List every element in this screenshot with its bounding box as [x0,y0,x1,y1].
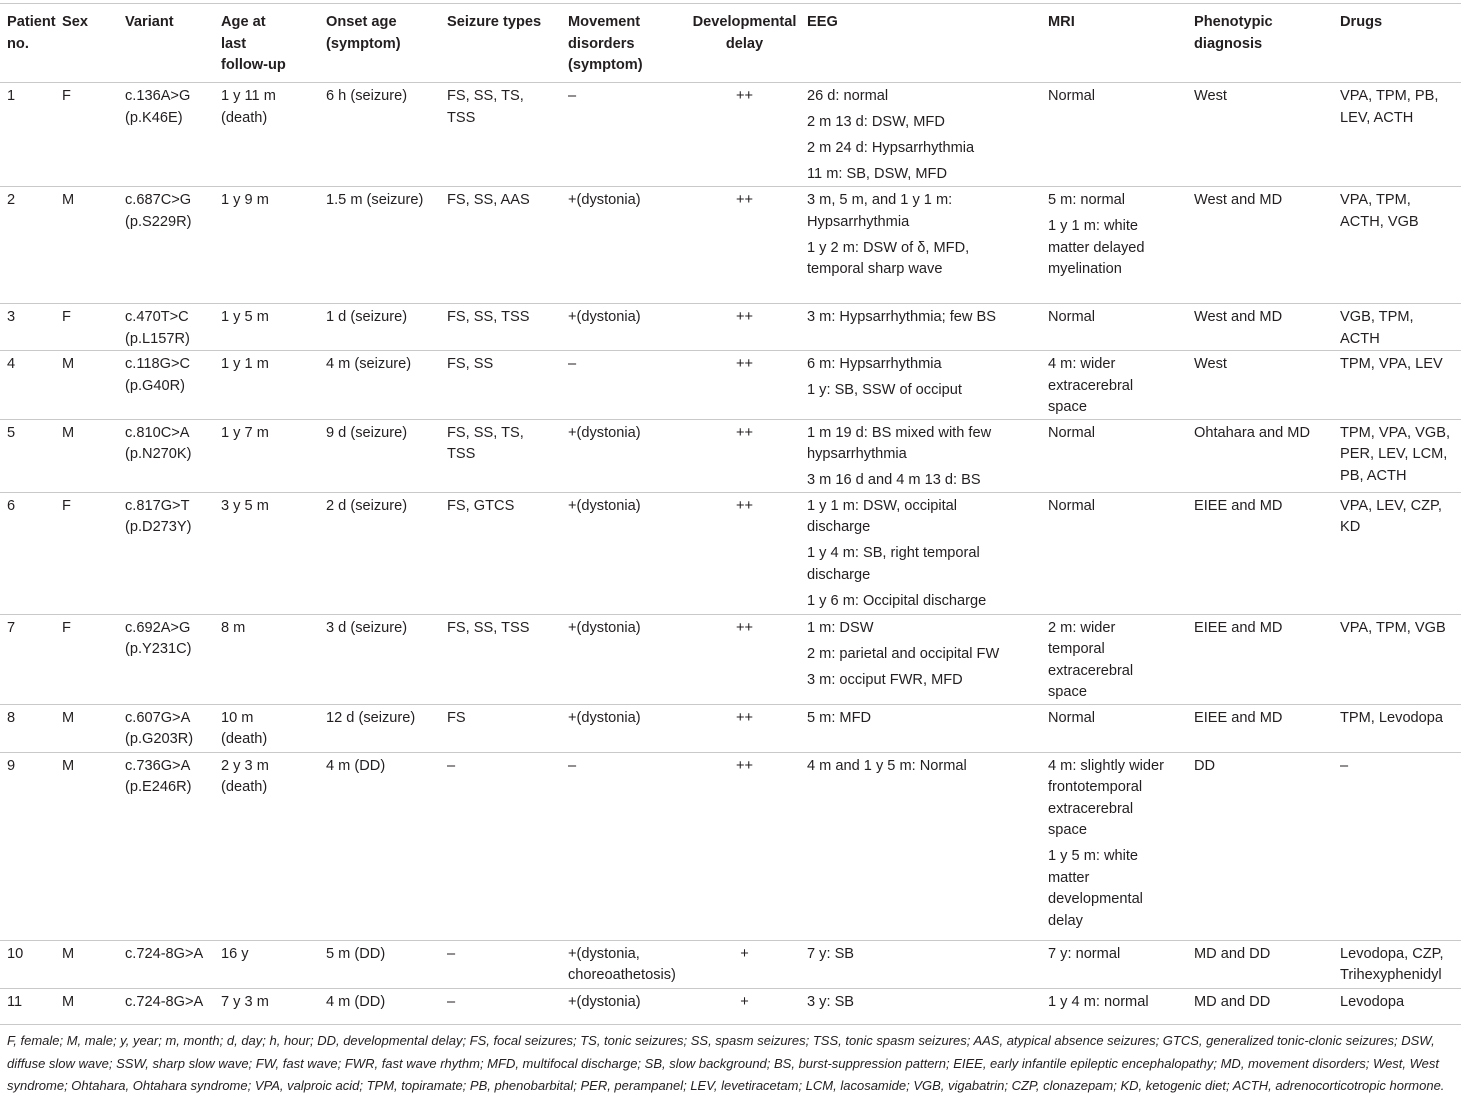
cell-eeg: 5 m: MFD [807,704,1048,752]
cell-age: 1 y 5 m [221,304,326,351]
cell-diagnosis: EIEE and MD [1194,614,1340,704]
cell-mri: 1 y 4 m: normal [1048,988,1194,1024]
table-body [0,83,1461,1025]
header-drugs: Drugs [1340,4,1461,83]
cell-seizure-types: FS, SS, AAS [447,187,568,304]
cell-onset: 1 d (seizure) [326,304,447,351]
cell-movement-disorders: – [568,83,682,187]
cell-seizure-types: FS, SS, TSS [447,614,568,704]
cell-diagnosis: EIEE and MD [1194,704,1340,752]
cell-eeg: 1 m: DSW 2 m: parietal and occipital FW 3 m: occiput FWR, MFD [807,614,1048,704]
cell-age: 2 y 3 m (death) [221,752,326,940]
cell-sex: M [62,187,125,304]
cell-drugs: VPA, TPM, PB, LEV, ACTH [1340,83,1461,187]
cell-onset: 2 d (seizure) [326,492,447,614]
cell-eeg: 4 m and 1 y 5 m: Normal [807,752,1048,940]
cell-drugs: VPA, TPM, ACTH, VGB [1340,187,1461,304]
cell-developmental-delay: ++ [682,351,807,420]
header-patient-no: Patient no. [0,4,62,83]
cell-onset: 4 m (DD) [326,988,447,1024]
cell-eeg: 6 m: Hypsarrhythmia 1 y: SB, SSW of occiput [807,351,1048,420]
cell-developmental-delay: ++ [682,83,807,187]
cell-drugs: – [1340,752,1461,940]
cell-patient-no: 8 [0,704,62,752]
cell-developmental-delay: ++ [682,419,807,492]
cell-drugs: TPM, VPA, VGB, PER, LEV, LCM, PB, ACTH [1340,419,1461,492]
header-row [0,4,1461,83]
cell-mri: 7 y: normal [1048,940,1194,988]
cell-patient-no: 4 [0,351,62,420]
header-onset: Onset age (symptom) [326,4,447,83]
cell-variant: c.607G>A (p.G203R) [125,704,221,752]
cell-seizure-types: FS, SS, TSS [447,304,568,351]
cell-patient-no: 2 [0,187,62,304]
cell-eeg: 1 m 19 d: BS mixed with few hypsarrhythmia 3 m 16 d and 4 m 13 d: BS [807,419,1048,492]
table-row [0,704,1461,752]
cell-developmental-delay: ++ [682,187,807,304]
cell-seizure-types: – [447,752,568,940]
cell-patient-no: 3 [0,304,62,351]
cell-sex: F [62,614,125,704]
cell-variant: c.687C>G (p.S229R) [125,187,221,304]
cell-variant: c.736G>A (p.E246R) [125,752,221,940]
cell-sex: M [62,419,125,492]
cell-drugs: TPM, VPA, LEV [1340,351,1461,420]
cell-mri: Normal [1048,419,1194,492]
table-row [0,752,1461,940]
cell-patient-no: 7 [0,614,62,704]
cell-diagnosis: West and MD [1194,187,1340,304]
cell-onset: 4 m (DD) [326,752,447,940]
cell-mri: Normal [1048,83,1194,187]
cell-movement-disorders: +(dystonia) [568,614,682,704]
cell-seizure-types: FS, SS, TS, TSS [447,83,568,187]
cell-sex: F [62,304,125,351]
cell-developmental-delay: + [682,940,807,988]
patient-table [0,3,1461,1025]
cell-patient-no: 9 [0,752,62,940]
cell-patient-no: 11 [0,988,62,1024]
table-row [0,614,1461,704]
cell-variant: c.692A>G (p.Y231C) [125,614,221,704]
cell-developmental-delay: ++ [682,614,807,704]
cell-onset: 6 h (seizure) [326,83,447,187]
cell-mri: Normal [1048,492,1194,614]
cell-variant: c.118G>C (p.G40R) [125,351,221,420]
cell-diagnosis: West [1194,351,1340,420]
cell-mri: 4 m: wider extracerebral space [1048,351,1194,420]
cell-mri: 2 m: wider temporal extracerebral space [1048,614,1194,704]
cell-onset: 3 d (seizure) [326,614,447,704]
cell-age: 7 y 3 m [221,988,326,1024]
cell-seizure-types: – [447,988,568,1024]
cell-onset: 4 m (seizure) [326,351,447,420]
cell-mri: Normal [1048,304,1194,351]
cell-onset: 12 d (seizure) [326,704,447,752]
cell-movement-disorders: +(dystonia) [568,492,682,614]
cell-drugs: TPM, Levodopa [1340,704,1461,752]
cell-developmental-delay: + [682,988,807,1024]
cell-sex: F [62,492,125,614]
cell-eeg: 26 d: normal 2 m 13 d: DSW, MFD 2 m 24 d: Hypsarrhythmia 11 m: SB, DSW, MFD [807,83,1048,187]
header-sex: Sex [62,4,125,83]
header-dd: Developmental delay [682,4,807,83]
cell-sex: M [62,752,125,940]
cell-onset: 9 d (seizure) [326,419,447,492]
cell-seizure-types: FS, GTCS [447,492,568,614]
cell-movement-disorders: +(dystonia) [568,187,682,304]
table-row [0,419,1461,492]
header-age: Age at last follow-up [221,4,326,83]
cell-age: 8 m [221,614,326,704]
cell-developmental-delay: ++ [682,752,807,940]
cell-age: 1 y 1 m [221,351,326,420]
cell-age: 1 y 11 m (death) [221,83,326,187]
header-eeg: EEG [807,4,1048,83]
header-seizures: Seizure types [447,4,568,83]
cell-seizure-types: FS, SS [447,351,568,420]
cell-sex: M [62,940,125,988]
cell-age: 10 m (death) [221,704,326,752]
cell-age: 1 y 7 m [221,419,326,492]
cell-mri: 4 m: slightly wider frontotemporal extracerebral space 1 y 5 m: white matter developmental delay [1048,752,1194,940]
header-variant: Variant [125,4,221,83]
cell-patient-no: 10 [0,940,62,988]
cell-mri: 5 m: normal 1 y 1 m: white matter delayed myelination [1048,187,1194,304]
cell-eeg: 3 m, 5 m, and 1 y 1 m: Hypsarrhythmia 1 y 2 m: DSW of δ, MFD, temporal sharp wave [807,187,1048,304]
cell-drugs: VGB, TPM, ACTH [1340,304,1461,351]
cell-age: 16 y [221,940,326,988]
cell-variant: c.817G>T (p.D273Y) [125,492,221,614]
cell-diagnosis: West and MD [1194,304,1340,351]
cell-onset: 1.5 m (seizure) [326,187,447,304]
header-diagnosis: Phenotypic diagnosis [1194,4,1340,83]
table-row [0,351,1461,420]
cell-drugs: Levodopa, CZP, Trihexyphenidyl [1340,940,1461,988]
cell-movement-disorders: +(dystonia) [568,419,682,492]
cell-movement-disorders: – [568,351,682,420]
table-row [0,492,1461,614]
cell-age: 3 y 5 m [221,492,326,614]
table-row [0,83,1461,187]
cell-mri: Normal [1048,704,1194,752]
cell-developmental-delay: ++ [682,492,807,614]
cell-drugs: Levodopa [1340,988,1461,1024]
cell-developmental-delay: ++ [682,304,807,351]
cell-variant: c.470T>C (p.L157R) [125,304,221,351]
cell-variant: c.724-8G>A [125,940,221,988]
cell-variant: c.136A>G (p.K46E) [125,83,221,187]
cell-age: 1 y 9 m [221,187,326,304]
cell-eeg: 1 y 1 m: DSW, occipital discharge 1 y 4 m: SB, right temporal discharge 1 y 6 m: Occipital discharge [807,492,1048,614]
cell-diagnosis: EIEE and MD [1194,492,1340,614]
cell-onset: 5 m (DD) [326,940,447,988]
cell-seizure-types: FS, SS, TS, TSS [447,419,568,492]
table-footnote: F, female; M, male; y, year; m, month; d, day; h, hour; DD, developmental delay; FS, focal seizures; TS, tonic seizures; SS, spasm seizures; TSS, tonic spasm seizures; AAS, atypical absence seizures; GTCS, generalized tonic-clonic seizures; DSW, diffuse slow wave; SSW, sharp slow wave; FW, fast wave; FWR, fast wave rhythm; MFD, multifocal discharge; SB, slow background; BS, burst-suppression pattern; EIEE, early infantile epileptic encephalopathy; MD, movement disorders; West, West syndrome; Ohtahara, Ohtahara syndrome; VPA, valproic acid; TPM, topiramate; PB, phenobarbital; PER, perampanel; LEV, levetiracetam; LCM, lacosamide; VGB, vigabatrin; CZP, clonazepam; KD, ketogenic diet; ACTH, adrenocorticotropic hormone. [7,1033,1445,1093]
cell-eeg: 7 y: SB [807,940,1048,988]
cell-patient-no: 6 [0,492,62,614]
table-row [0,940,1461,988]
cell-eeg: 3 m: Hypsarrhythmia; few BS [807,304,1048,351]
table-row [0,187,1461,304]
cell-sex: M [62,351,125,420]
header-mri: MRI [1048,4,1194,83]
cell-diagnosis: West [1194,83,1340,187]
cell-diagnosis: Ohtahara and MD [1194,419,1340,492]
table-row [0,304,1461,351]
cell-diagnosis: MD and DD [1194,988,1340,1024]
cell-patient-no: 1 [0,83,62,187]
cell-eeg: 3 y: SB [807,988,1048,1024]
cell-sex: M [62,988,125,1024]
cell-drugs: VPA, TPM, VGB [1340,614,1461,704]
cell-movement-disorders: – [568,752,682,940]
cell-seizure-types: FS [447,704,568,752]
header-movement: Movement disorders (symptom) [568,4,682,83]
cell-variant: c.810C>A (p.N270K) [125,419,221,492]
cell-sex: M [62,704,125,752]
cell-movement-disorders: +(dystonia, choreoathetosis) [568,940,682,988]
cell-developmental-delay: ++ [682,704,807,752]
cell-seizure-types: – [447,940,568,988]
cell-diagnosis: MD and DD [1194,940,1340,988]
cell-movement-disorders: +(dystonia) [568,704,682,752]
cell-sex: F [62,83,125,187]
table-row [0,988,1461,1024]
cell-drugs: VPA, LEV, CZP, KD [1340,492,1461,614]
cell-variant: c.724-8G>A [125,988,221,1024]
cell-movement-disorders: +(dystonia) [568,304,682,351]
cell-patient-no: 5 [0,419,62,492]
cell-diagnosis: DD [1194,752,1340,940]
cell-movement-disorders: +(dystonia) [568,988,682,1024]
